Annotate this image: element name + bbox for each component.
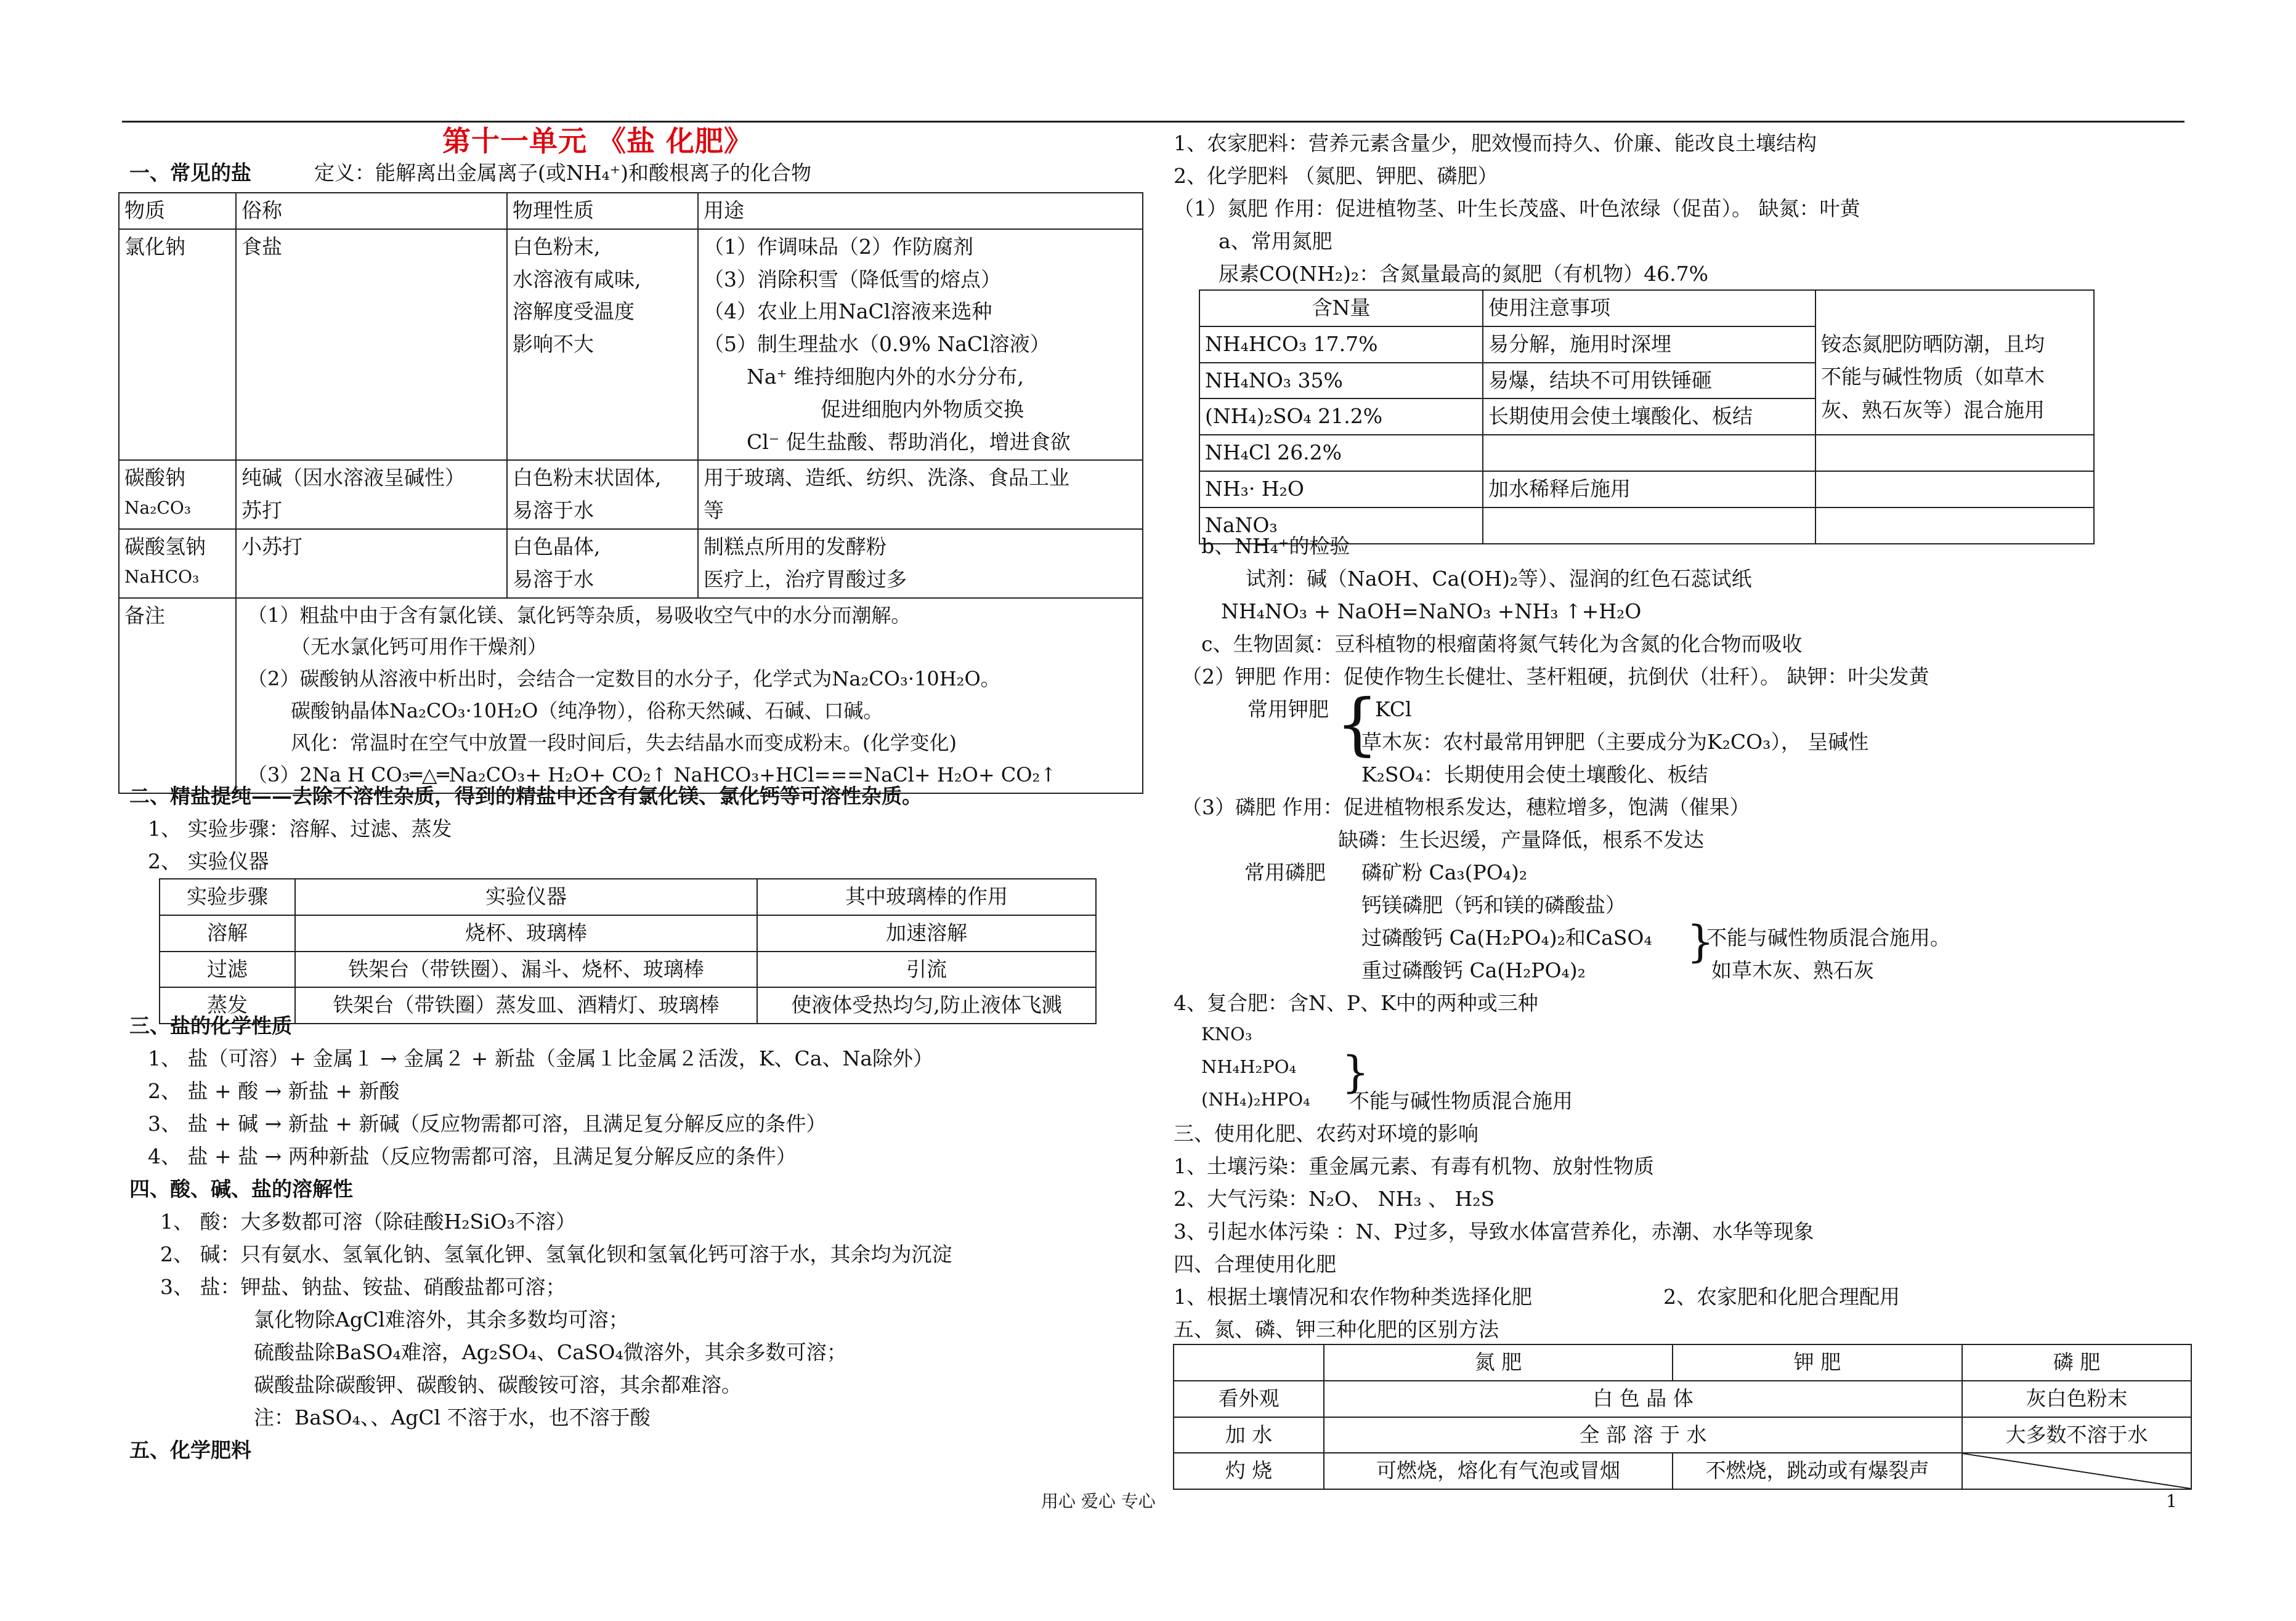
r-line: 2、农家肥和化肥合理配用	[1663, 1285, 1900, 1309]
note-line: （无水氯化钙可用作干燥剂）	[291, 635, 548, 659]
cell: (NH₄)₂SO₄ 21.2%	[1199, 398, 1483, 435]
cell	[698, 460, 1143, 529]
section-3-heading: 三、盐的化学性质	[129, 1014, 292, 1038]
cell: NH₃· H₂O	[1199, 471, 1483, 507]
cell	[236, 460, 507, 529]
notes-cell	[236, 598, 1143, 793]
header-cell	[1174, 1344, 1324, 1381]
table-row	[1174, 1453, 2191, 1489]
cell	[507, 529, 698, 598]
header-cell: 物理性质	[507, 193, 698, 229]
section-5-heading: 五、化学肥料	[129, 1438, 251, 1462]
cell: 加 水	[1174, 1417, 1324, 1453]
cell: 引流	[757, 952, 1096, 988]
r-line: K₂SO₄：长期使用会使土壤酸化、板结	[1361, 762, 1708, 786]
table-row	[1199, 435, 2094, 471]
cell	[1483, 435, 1815, 471]
use-line: 等	[704, 498, 724, 523]
r-line: KNO₃	[1201, 1024, 1252, 1045]
cell: NaNO₃	[1199, 507, 1483, 544]
r-line: 4、复合肥：含N、P、K中的两种或三种	[1174, 991, 1538, 1015]
s4-sub-line: 注：BaSO₄、、AgCl 不溶于水，也不溶于酸	[254, 1405, 651, 1429]
purification-table	[159, 878, 1097, 1024]
header-cell: 钾 肥	[1673, 1344, 1962, 1381]
prop-line: 影响不大	[513, 332, 594, 357]
r-line: 1、农家肥料：营养元素含量少，肥效慢而持久、价廉、能改良土壤结构	[1174, 131, 1817, 155]
r-line: b、NH₄⁺的检验	[1201, 534, 1350, 558]
r-line: 2、化学肥料 （氮肥、钾肥、磷肥）	[1174, 164, 1498, 188]
page-title: 第十一单元 《盐 化肥》	[442, 124, 753, 158]
s3-line: 3、 盐 + 碱 → 新盐 + 新碱（反应物需都可溶，且满足复分解反应的条件）	[148, 1112, 827, 1136]
use-line: 用于玻璃、造纸、纺织、洗涤、食品工业	[704, 466, 1069, 490]
diagonal-empty-cell	[1962, 1453, 2191, 1489]
r-line: 钙镁磷肥（钙和镁的磷酸盐）	[1361, 893, 1626, 917]
s4-sub-line: 氯化物除AgCl难溶外，其余多数均可溶；	[254, 1308, 629, 1332]
page-number: 1	[2166, 1491, 2177, 1511]
r-line: 试剂：碱（NaOH、Ca(OH)₂等）、湿润的红色石蕊试纸	[1246, 567, 1752, 591]
cell: 白 色 晶 体	[1324, 1381, 1962, 1417]
r-line: NH₄H₂PO₄	[1201, 1056, 1297, 1077]
s4-sub-line: 碳酸盐除碳酸钾、碳酸钠、碳酸铵可溶，其余都难溶。	[254, 1373, 742, 1397]
cell: 溶解	[160, 915, 295, 952]
header-cell: 磷 肥	[1962, 1344, 2191, 1381]
s2-line: 1、 实验步骤：溶解、过滤、蒸发	[148, 817, 452, 841]
cell: 长期使用会使土壤酸化、板结	[1483, 398, 1815, 435]
table-row	[160, 915, 1096, 952]
r-line: 不能与碱性物质混合施用	[1349, 1089, 1573, 1113]
use-line: （1）作调味品（2）作防腐剂	[704, 234, 973, 259]
note-line: （3）2Na H CO₃═△═Na₂CO₃+ H₂O+ CO₂↑ NaHCO₃+HCl===NaCl+ H₂O+ CO₂↑	[248, 762, 1057, 786]
r-line: 2、大气污染：N₂O、 NH₃ 、 H₂S	[1174, 1187, 1495, 1211]
r-line: 常用钾肥	[1247, 697, 1329, 721]
table-row	[1199, 471, 2094, 507]
note-line: 碳酸钠晶体Na₂CO₃·10H₂O（纯净物），俗称天然碱、石碱、口碱。	[291, 699, 883, 723]
r-line: KCl	[1375, 697, 1412, 721]
fertilizer-identification-table	[1173, 1344, 2192, 1490]
cell: NH₄HCO₃ 17.7%	[1199, 326, 1483, 363]
prop-line: 易溶于水	[513, 567, 594, 591]
cell: 看外观	[1174, 1381, 1324, 1417]
brace-icon: {	[1336, 684, 1379, 763]
table-row	[1174, 1381, 2191, 1417]
r-line: c、生物固氮：豆科植物的根瘤菌将氮气转化为含氮的化合物而吸收	[1201, 632, 1803, 656]
cell: 易分解，施用时深埋	[1483, 326, 1815, 363]
header-cell: 用途	[698, 193, 1143, 229]
table-row-notes	[119, 598, 1143, 793]
cell	[119, 460, 236, 529]
header-cell: 实验步骤	[160, 879, 295, 915]
r-line: 三、使用化肥、农药对环境的影响	[1174, 1122, 1479, 1146]
prop-line: 溶解度受温度	[513, 299, 635, 324]
salt-definition: 定义：能解离出金属离子(或NH₄⁺)和酸根离子的化合物	[314, 161, 812, 185]
r-line: 1、根据土壤情况和农作物种类选择化肥	[1174, 1285, 1532, 1309]
s3-line: 2、 盐 + 酸 → 新盐 + 新酸	[148, 1079, 400, 1103]
table-row	[1174, 1417, 2191, 1453]
table-row	[1199, 326, 2094, 363]
cell	[1815, 435, 2094, 471]
r-line: a、常用氮肥	[1219, 229, 1333, 253]
cell: 食盐	[236, 229, 507, 461]
section-2-heading: 二、精盐提纯——去除不溶性杂质，得到的精盐中还含有氯化镁、氯化钙等可溶性杂质。	[129, 784, 922, 808]
cell: NH₄NO₃ 35%	[1199, 363, 1483, 399]
s2-line: 2、 实验仪器	[148, 849, 269, 873]
cell	[507, 229, 698, 461]
section-1-heading: 一、常见的盐	[129, 161, 251, 185]
use-line: （3）消除积雪（降低雪的熔点）	[704, 267, 1001, 291]
r-line: NH₄NO₃ + NaOH=NaNO₃ +NH₃ ↑+H₂O	[1221, 599, 1642, 623]
cell: 加水稀释后施用	[1483, 471, 1815, 507]
cell: 铁架台（带铁圈）、漏斗、烧杯、玻璃棒	[295, 952, 757, 988]
header-cell: 实验仪器	[295, 879, 757, 915]
prop-line: 水溶液有咸味,	[513, 267, 641, 291]
cell: 大多数不溶于水	[1962, 1417, 2191, 1453]
cell: 小苏打	[236, 529, 507, 598]
prop-line: 白色粉末,	[513, 234, 601, 259]
cell	[1815, 471, 2094, 507]
note-line: 风化：常温时在空气中放置一段时间后，失去结晶水而变成粉末。(化学变化)	[291, 730, 957, 754]
cell: 使液体受热均匀,防止液体飞溅	[757, 987, 1096, 1024]
brace-icon: }	[1342, 1047, 1369, 1098]
r-line: 重过磷酸钙 Ca(H₂PO₄)₂	[1361, 958, 1586, 982]
header-cell: 使用注意事项	[1483, 290, 1815, 326]
s3-line: 4、 盐 + 盐 → 两种新盐（反应物需都可溶，且满足复分解反应的条件）	[148, 1144, 797, 1168]
top-rule	[122, 121, 2184, 123]
header-cell: 物质	[119, 193, 236, 229]
s3-line: 1、 盐（可溶）+ 金属１ → 金属２ + 新盐（金属１比金属２活泼，K、Ca、Na除外）	[148, 1046, 934, 1070]
cell: 过滤	[160, 952, 295, 988]
r-line: 尿素CO(NH₂)₂：含氮量最高的氮肥（有机物）46.7%	[1219, 262, 1708, 286]
name-line: 碳酸钠	[124, 466, 185, 490]
cell: 灼 烧	[1174, 1453, 1324, 1489]
s4-line: 1、 酸：大多数都可溶（除硅酸H₂SiO₃不溶）	[160, 1210, 576, 1234]
r-line: （3）磷肥 作用：促进植物根系发达，穗粒增多，饱满（催果）	[1182, 795, 1750, 819]
r-line: 过磷酸钙 Ca(H₂PO₄)₂和CaSO₄	[1361, 926, 1652, 950]
cell	[507, 460, 698, 529]
r-line: （2）钾肥 作用：促使作物生长健壮、茎杆粗硬，抗倒伏（壮秆）。 缺钾：叶尖发黄	[1182, 665, 1929, 689]
table-row	[119, 529, 1143, 598]
cell: 易爆，结块不可用铁锤砸	[1483, 363, 1815, 399]
use-line: 促进细胞内外物质交换	[821, 397, 1024, 421]
use-line: 医疗上，治疗胃酸过多	[704, 567, 907, 591]
r-line: 四、合理使用化肥	[1174, 1252, 1336, 1276]
r-line: (NH₄)₂HPO₄	[1201, 1089, 1310, 1110]
cell: 蒸发	[160, 987, 295, 1024]
table-header-row	[1199, 290, 2094, 326]
use-line: （4）农业上用NaCl溶液来选种	[704, 299, 992, 324]
cell: 不燃烧，跳动或有爆裂声	[1673, 1453, 1962, 1489]
table-row	[119, 460, 1143, 529]
cell: 灰白色粉末	[1962, 1381, 2191, 1417]
cell: 氯化钠	[119, 229, 236, 461]
cell	[1815, 290, 2094, 326]
r-line: 如草木灰、熟石灰	[1711, 958, 1874, 982]
s4-line: 3、 盐：钾盐、钠盐、铵盐、硝酸盐都可溶；	[160, 1275, 566, 1299]
header-cell: 其中玻璃棒的作用	[757, 879, 1096, 915]
header-cell: 氮 肥	[1324, 1344, 1673, 1381]
s4-sub-line: 硫酸盐除BaSO₄难溶，Ag₂SO₄、CaSO₄微溶外，其余多数可溶；	[254, 1340, 847, 1364]
cell	[698, 529, 1143, 598]
cell	[698, 229, 1143, 461]
prop-line: 白色晶体,	[513, 534, 601, 559]
formula-line: NaHCO₃	[124, 566, 200, 587]
note-line: 不能与碱性物质（如草木	[1821, 365, 2045, 389]
r-line: 磷矿粉 Ca₃(PO₄)₂	[1361, 860, 1528, 884]
s4-line: 2、 碱：只有氨水、氢氧化钠、氢氧化钾、氢氧化钡和氢氧化钙可溶于水，其余均为沉淀	[160, 1242, 952, 1266]
table-row	[160, 952, 1096, 988]
header-cell: 俗称	[236, 193, 507, 229]
cell	[119, 529, 236, 598]
use-line: Na⁺ 维持细胞内外的水分分布,	[747, 364, 1024, 389]
use-line: Cl⁻ 促生盐酸、帮助消化，增进食欲	[747, 429, 1071, 454]
note-line: （1）粗盐中由于含有氯化镁、氯化钙等杂质，易吸收空气中的水分而潮解。	[248, 603, 911, 627]
r-line: 1、土壤污染：重金属元素、有毒有机物、放射性物质	[1174, 1154, 1654, 1178]
table-header-row	[119, 193, 1143, 229]
r-line: （1）氮肥 作用：促进植物茎、叶生长茂盛、叶色浓绿（促苗）。 缺氮：叶黄	[1174, 196, 1860, 220]
table-row	[119, 229, 1143, 461]
note-line: 灰、熟石灰等）混合施用	[1821, 397, 2045, 422]
common-salts-table	[118, 192, 1143, 794]
cell: 铁架台（带铁圈）蒸发皿、酒精灯、玻璃棒	[295, 987, 757, 1024]
table-header-row	[160, 879, 1096, 915]
r-line: 五、氮、磷、钾三种化肥的区别方法	[1174, 1317, 1499, 1341]
use-line: 制糕点所用的发酵粉	[704, 534, 886, 559]
brace-icon: }	[1687, 916, 1714, 967]
cell: 加速溶解	[757, 915, 1096, 952]
r-line: 不能与碱性物质混合施用。	[1706, 926, 1950, 950]
ammonium-note-cell	[1815, 326, 2094, 435]
cell: 全 部 溶 于 水	[1324, 1417, 1962, 1453]
nitrogen-fertilizer-table	[1199, 289, 2095, 544]
prop-line: 易溶于水	[513, 498, 594, 523]
name-line: 碳酸氢钠	[124, 534, 206, 559]
cell: 烧杯、玻璃棒	[295, 915, 757, 952]
footer-motto: 用心 爱心 专心	[1041, 1491, 1156, 1511]
cell: 可燃烧，熔化有气泡或冒烟	[1324, 1453, 1673, 1489]
r-line: 草木灰：农村最常用钾肥（主要成分为K₂CO₃）， 呈碱性	[1361, 730, 1869, 754]
cell	[1483, 507, 1815, 544]
note-line: 铵态氮肥防晒防潮，且均	[1821, 331, 2045, 356]
cell	[1815, 507, 2094, 544]
prop-line: 白色粉末状固体,	[513, 466, 662, 490]
table-row	[160, 987, 1096, 1024]
r-line: 缺磷：生长迟缓，产量降低，根系不发达	[1338, 828, 1704, 852]
common-line: 纯碱（因水溶液呈碱性）	[241, 466, 465, 490]
cell: 备注	[119, 598, 236, 793]
section-4-heading: 四、酸、碱、盐的溶解性	[129, 1177, 353, 1201]
use-line: （5）制生理盐水（0.9% NaCl溶液）	[704, 332, 1050, 357]
r-line: 3、引起水体污染 ：N、P过多，导致水体富营养化，赤潮、水华等现象	[1174, 1219, 1814, 1243]
cell: NH₄Cl 26.2%	[1199, 435, 1483, 471]
note-line: （2）碳酸钠从溶液中析出时，会结合一定数目的水分子，化学式为Na₂CO₃·10H₂O。	[248, 667, 1000, 691]
formula-line: Na₂CO₃	[124, 498, 192, 519]
table-header-row	[1174, 1344, 2191, 1381]
header-cell: 含N量	[1199, 290, 1483, 326]
common-line: 苏打	[241, 498, 282, 523]
r-line: 常用磷肥	[1244, 860, 1326, 884]
